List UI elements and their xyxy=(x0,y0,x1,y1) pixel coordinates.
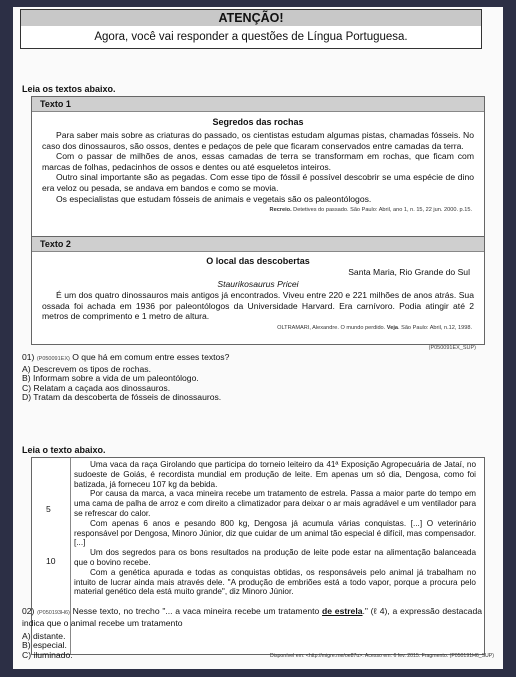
line-number: 5 xyxy=(46,504,51,514)
text1-title: Segredos das rochas xyxy=(212,117,304,127)
text3-body xyxy=(74,460,476,597)
text2-label: Texto 2 xyxy=(32,237,484,252)
attention-subtitle: Agora, você vai responder a questões de Língua Portuguesa. xyxy=(20,26,482,49)
text1-paragraph: Para saber mais sobre as criaturas do passado, os cientistas estudam algumas pistas, chamadas fósseis. No caso dos dinossauros, são ossos, dentes e pedaços de pele que ficaram conservados entre camadas da terra. xyxy=(42,130,474,151)
text2-box xyxy=(31,236,485,345)
option-c[interactable]: C) Relatam a caçada aos dinossauros. xyxy=(22,382,171,393)
text3-paragraph: Por causa da marca, a vaca mineira recebe um tratamento de estrela. Passa a maior parte do tempo em uma cama de palha de arroz e com direito a climatizador para deixar o ar mais agradável e um ventilador para se refrescar do calor. xyxy=(74,489,476,518)
text1-paragraph: Outro sinal importante são as pegadas. Com esse tipo de fóssil é possível descobrir se uma espécie de dino era veloz ou pesada, se andava em bandos e como se movia. xyxy=(42,172,474,193)
option-c[interactable]: C) iluminado. xyxy=(22,649,73,660)
instruction-read-texts: Leia os textos abaixo. xyxy=(22,84,116,94)
text1-box xyxy=(31,96,485,238)
text3-source: Disponível em: <http://migre.me/oe87u>. Acesso em: 6 fev. 2015. Fragmento. (P050191H6_SUP) xyxy=(270,653,494,659)
option-a[interactable]: A) distante. xyxy=(22,631,66,641)
text3-paragraph: Uma vaca da raça Girolando que participa do torneio leiteiro da 41ª Exposição Agropecuária de Jataí, no sudoeste de Goiás, é recordista mundial em produção de leite. Em apenas um só dia, Dengosa, como foi batizada, já forneceu 107 kg da bebida. xyxy=(74,460,476,489)
text2-location: Santa Maria, Rio Grande do Sul xyxy=(348,267,470,277)
text2-source: OLTRAMARI, Alexandre. O mundo perdido. Veja. São Paulo: Abril, n.12, 1998. xyxy=(277,324,472,331)
highlighted-expression: de estrela xyxy=(322,606,363,616)
text1-paragraph: Os especialistas que estudam fósseis de animais e vegetais são os paleontólogos. xyxy=(56,193,372,204)
question-2-options xyxy=(22,632,73,660)
attention-title: ATENÇÃO! xyxy=(20,9,482,28)
question-1-options xyxy=(22,365,221,403)
question-1: 01) (P050091EX) O que há em comum entre esses textos? xyxy=(22,352,230,362)
text2-code: (P050091EX_SUP) xyxy=(428,345,476,351)
option-a[interactable]: A) Descrevem os tipos de rochas. xyxy=(22,364,151,374)
line-number: 10 xyxy=(46,556,56,566)
text2-species: Staurikosaurus Pricei xyxy=(217,279,299,289)
text1-label: Texto 1 xyxy=(32,97,484,112)
option-b[interactable]: B) Informam sobre a vida de um paleontólogo. xyxy=(22,373,199,384)
text2-paragraph: É um dos quatro dinossauros mais antigos já encontrados. Viveu entre 220 e 221 milhões de anos atrás. Sua ossada foi achada em 1936 por paleontólogos da Universidade Harvard. Era carnívoro. Podia atingir até 2 metros de comprimento e 1 metro de altura. xyxy=(42,290,474,322)
text1-paragraph: Com o passar de milhões de anos, essas camadas de terra se transformam em rochas, que ficam com marcas de folhas, pedacinhos de ossos e dentes ou até esqueletos inteiros. xyxy=(42,151,474,172)
text3-paragraph: Com apenas 6 anos e pesando 800 kg, Dengosa já acumula várias conquistas. [...] O veterinário responsável por Dengosa, Minoro Júnior, diz que cuidar de um animal tão especial é difícil, mas compensador. [...] xyxy=(74,518,476,548)
text3-paragraph: Com a genética apurada e todas as conquistas obtidas, os responsáveis pelo animal já trabalham no intuito de lucrar ainda mais através dele. "A produção de embriões está a todo vapor, porque a procura pelo material genético dela está muito grande", diz Minoro Júnior. xyxy=(74,567,476,597)
option-b[interactable]: B) especial. xyxy=(22,640,67,651)
option-d[interactable]: D) Tratam da descoberta de fósseis de dinossauros. xyxy=(22,392,222,403)
instruction-read-text: Leia o texto abaixo. xyxy=(22,445,106,455)
text1-source: Recreio. Detetives do passado. São Paulo: Abril, ano 1, n. 15, 22 jun. 2000. p.15. xyxy=(269,207,472,214)
text3-paragraph: Um dos segredos para os bons resultados na produção de leite pode estar na alimentação balanceada que o bovino recebe. xyxy=(74,548,476,567)
text2-title: O local das descobertas xyxy=(206,256,310,266)
question-2: 02) (P050193H6) Nesse texto, no trecho "... a vaca mineira recebe um tratamento de estrela." (ℓ 4), a expressão destacada indica que o animal recebe um tratamento xyxy=(22,606,482,628)
